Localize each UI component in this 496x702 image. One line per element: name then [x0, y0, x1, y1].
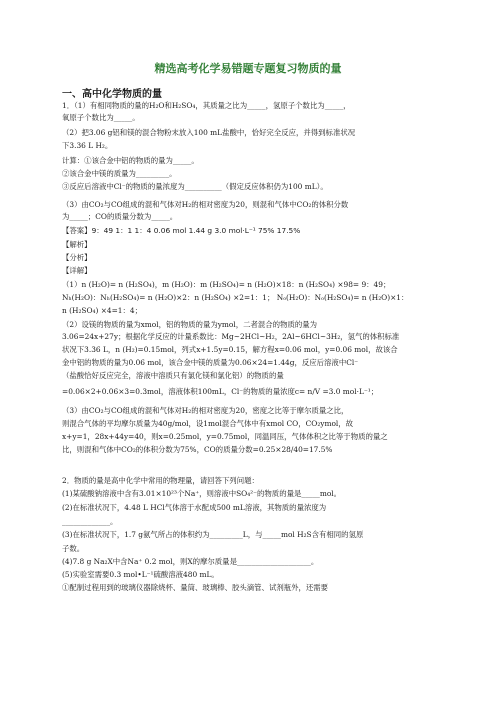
document-line: 2．物质的量是高中化学中常用的物理量，请回答下列问题： [62, 476, 259, 485]
document-line: 为_____；CO的质量分数为_____。 [62, 212, 178, 221]
document-line: （盐酸恰好反应完全，溶液中溶质只有氯化镁和氯化铝）的物质的量 [62, 371, 284, 380]
section-heading: 一、高中化学物质的量 [62, 89, 162, 100]
document-line: （1）n (H₂O)= n (H₂SO₄)，m (H₂O)：m (H₂SO₄)= n (H₂O)×18：n (H₂SO₄) ×98= 9：49； [62, 280, 391, 289]
document-line: (2)在标准状况下，4.48 L HCl气体溶于水配成500 mL溶液，其物质的量浓度为 [62, 503, 327, 512]
document-line: 【答案】9：49 1：1 1：4 0.06 mol 1.44 g 3.0 mol·L⁻¹ 75% 17.5% [62, 226, 301, 235]
document-line: x+y=1，28x+44y=40，则x=0.25mol，y=0.75mol，同温同压，气体体积之比等于物质的量之 [62, 432, 388, 441]
document-line: (4)7.8 g Na₂X中含Na⁺ 0.2 mol，则X的摩尔质量是____________________。 [62, 557, 319, 566]
document-line: 下3.36 L H₂。 [62, 141, 113, 150]
document-line: (1)某硫酸钠溶液中含有3.01×10²³个Na⁺，则溶液中SO₄²⁻的物质的量是_____mol。 [62, 489, 342, 498]
document-line: n (H₂SO₄) ×4=1：4； [62, 306, 142, 315]
document-line: 【详解】 [62, 266, 92, 275]
document-line: ②该合金中镁的质量为_________。 [62, 169, 177, 178]
document-line: Nₕ(H₂O)：Nₕ(H₂SO₄)= n (H₂O)×2：n (H₂SO₄) ×2=1：1； Nₒ(H₂O)：Nₒ(H₂SO₄)= n (H₂O)×1： [62, 293, 409, 302]
document-line: 比，则混和气体中CO₂的体积分数为75%，CO的质量分数=0.25×28/40=17.5% [62, 445, 333, 454]
document-line: 【解析】 [62, 240, 92, 249]
document-line: (3)在标准状况下，1.7 g氨气所占的体积约为_________L，与_____mol H₂S含有相同的氢原 [62, 530, 364, 539]
document-line: =0.06×2+0.06×3=0.3mol，溶液体积100mL，Cl⁻的物质的量浓度c= n/V =3.0 mol·L⁻¹； [62, 387, 379, 396]
document-line: 3.06=24x+27y；根据化学反应的计量系数比：Mg~2HCl~H₂，2Al~6HCl~3H₂，氢气的体积标准 [62, 332, 400, 341]
document-line: 1．（1）有相同物质的量的H₂O和H₂SO₄，其质量之比为_____，氢原子个数比为_____， [62, 101, 351, 110]
document-title: 精选高考化学易错题专题复习物质的量 [154, 62, 342, 75]
document-line: 【分析】 [62, 253, 92, 262]
document-line: （2）设镁的物质的量为xmol，铝的物质的量为ymol，二者混合的物质的量为 [62, 320, 318, 329]
document-line: ③反应后溶液中Cl⁻的物质的量浓度为__________（假定反应体积仍为100 mL）。 [62, 182, 328, 191]
document-line: 则混合气体的平均摩尔质量为40g/mol，设1mol混合气体中有xmol CO，CO₂ymol，故 [62, 419, 354, 428]
document-line: 状况下3.36 L，n (H₂)=0.15mol，列式x+1.5y=0.15，解方程x=0.06 mol，y=0.06 mol，故该合 [62, 345, 398, 354]
document-line: 氧原子个数比为_____。 [62, 113, 140, 122]
document-line: (5)实验室需要0.3 mol•L⁻¹硫酸溶液480 mL。 [62, 570, 219, 579]
document-line: ①配制过程用到的玻璃仪器除烧杯、量筒、玻璃棒、胶头滴管、试剂瓶外，还需要 [62, 583, 329, 592]
document-line: （3）由CO₂与CO组成的混和气体对H₂的相对密度为20，密度之比等于摩尔质量之比， [62, 406, 349, 415]
document-line: _____________。 [62, 517, 118, 526]
document-line: 子数。 [62, 544, 85, 553]
document-line: （3）由CO₂与CO组成的混和气体对H₂的相对密度为20，则混和气体中CO₂的体积分数 [62, 200, 349, 209]
document-line: （2）把3.06 g铝和镁的混合物粉末放入100 mL盐酸中，恰好完全反应，并得到标准状况 [62, 128, 356, 137]
document-line: 金中铝的物质的量为0.06 mol，该合金中镁的质量为0.06×24=1.44g，反应后溶液中Cl⁻ [62, 358, 359, 367]
document-line: 计算：①该合金中铝的物质的量为_____。 [62, 156, 199, 165]
